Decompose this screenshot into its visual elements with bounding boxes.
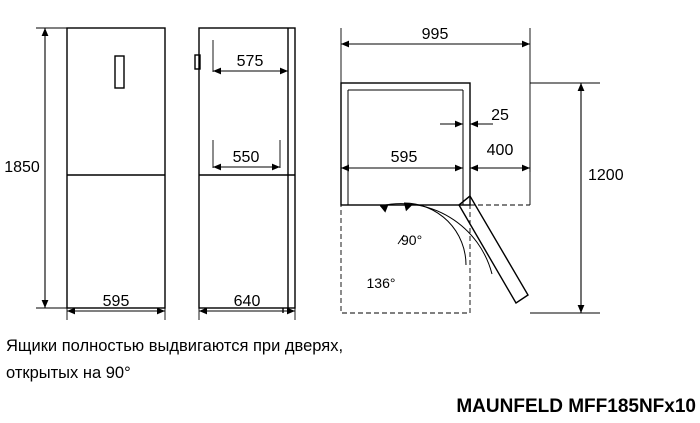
arrow-995-right <box>522 41 530 48</box>
arrow-595-plan-left <box>341 165 349 172</box>
arrow-height-top <box>42 28 49 36</box>
arrow-25-left <box>455 121 463 128</box>
arrow-595-plan-right <box>455 165 463 172</box>
dim-label-400: 400 <box>486 142 514 159</box>
dim-label-595-front: 595 <box>102 293 130 310</box>
arrow-1200-top <box>578 83 585 91</box>
arrow-25-right <box>470 121 478 128</box>
dim-label-640: 640 <box>233 293 261 310</box>
arrow-995-left <box>341 41 349 48</box>
plan-open-door-leaf <box>459 196 528 303</box>
caption-line-2: открытых на 90° <box>6 364 131 382</box>
arrow-575-left <box>213 68 221 75</box>
arc-136-degree <box>380 204 492 274</box>
angle-label-136: 136° <box>366 275 396 291</box>
dim-label-995: 995 <box>421 26 449 43</box>
dim-label-595-plan: 595 <box>390 149 418 166</box>
arrow-550-left <box>213 164 221 171</box>
dim-label-1850: 1850 <box>4 159 40 176</box>
arrow-height-bottom <box>42 300 49 308</box>
front-door-handle <box>115 56 124 88</box>
dim-label-550: 550 <box>232 149 260 166</box>
arrow-575-right <box>280 68 288 75</box>
dim-label-575: 575 <box>236 53 264 70</box>
plan-door-hinge <box>459 196 470 205</box>
angle-label-90: 90° <box>401 232 423 248</box>
arrow-550-right <box>272 164 280 171</box>
arrow-400-left <box>470 165 478 172</box>
dim-label-1200: 1200 <box>588 167 624 184</box>
arrow-arc-136 <box>380 205 388 213</box>
side-view <box>195 28 295 320</box>
plan-cabinet-outline <box>341 83 470 205</box>
brand-model-label: MAUNFELD MFF185NFx10 <box>456 396 696 417</box>
front-view <box>4 28 165 320</box>
front-cabinet-outline <box>67 28 165 308</box>
dim-label-25: 25 <box>491 107 509 124</box>
arrow-1200-bottom <box>578 305 585 313</box>
top-view <box>341 26 624 313</box>
arrow-400-right <box>522 165 530 172</box>
caption-line-1: Ящики полностью выдвигаются при дверях, <box>6 337 344 355</box>
plan-drawer-extension-dashed <box>341 205 470 313</box>
